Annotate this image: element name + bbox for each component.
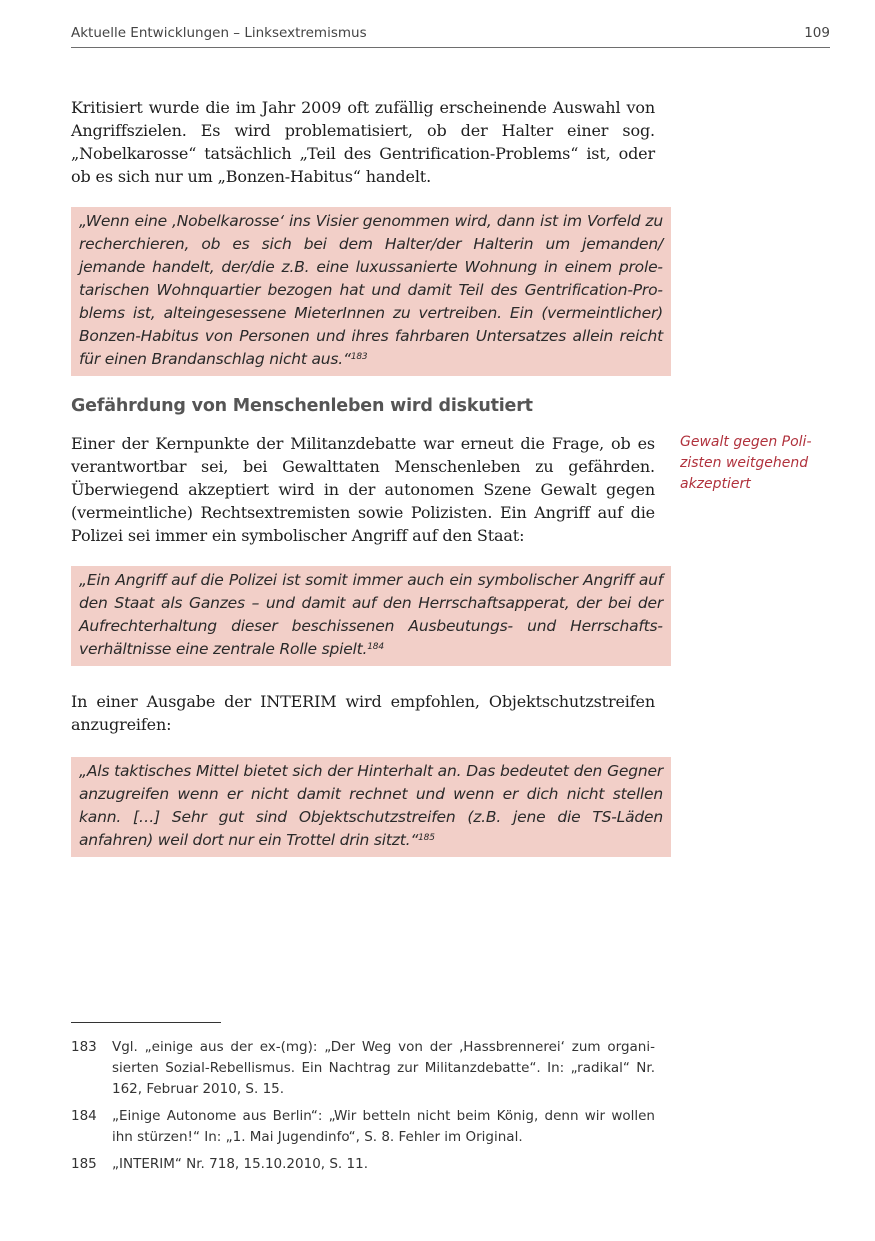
running-title: Aktuelle Entwicklungen – Linksextremismus: [71, 25, 367, 41]
footnote-text: „Einige Autonome aus Berlin“: „Wir betteln nicht beim König, denn wir wollen ihn stürzen!“ In: „1. Mai Jugendinfo“, S. 8. Fehler im Original.: [112, 1108, 655, 1145]
footnote-185: [71, 1154, 655, 1175]
margin-note: Gewalt gegen Polizisten weitgehend akzeptiert: [680, 434, 812, 492]
footnote-183: [71, 1037, 655, 1100]
footnotes: [71, 1037, 655, 1181]
footnote-number: 185: [71, 1156, 97, 1172]
quote-block-1: [71, 207, 671, 376]
quote-1-text: „Wenn eine ‚Nobelkarosse‘ ins Visier genommen wird, dann ist im Vorfeld zu recherchieren, ob es sich bei dem Halter/der Halterin um jemanden/ jemande handelt, der/die z.B. eine luxussanierte Wohnung in einem proletarischen Wohnquartier bezogen hat und damit Teil des Gentrification-Problems ist, alteingesessene MieterInnen zu vertreiben. Ein (vermeintlicher) Bonzen-Habitus von Personen und ihres fahrbaren Untersatzes allein reicht für einen Brandanschlag nicht aus.“: [79, 212, 663, 368]
section-heading: Gefährdung von Menschenleben wird diskutiert: [71, 396, 533, 416]
quote-2-text: „Ein Angriff auf die Polizei ist somit immer auch ein symbolischer Angriff auf den Staat als Ganzes – und damit auf den Herrschaftsapperat, der bei der Aufrechterhaltung dieser beschissenen Ausbeutungs- und Herrschaftsverhältnisse eine zentrale Rolle spielt.: [79, 571, 663, 658]
footnote-text: „INTERIM“ Nr. 718, 15.10.2010, S. 11.: [112, 1156, 368, 1172]
quote-block-2: [71, 566, 671, 666]
paragraph-2: Einer der Kernpunkte der Militanzdebatte war erneut die Frage, ob es verantwortbar sei, bei Gewalttaten Menschenleben zu gefährden. Überwiegend akzeptiert wird in der autonomen Szene Gewalt gegen (vermeintliche) Rechtsextremisten sowie Polizisten. Ein Angriff auf die Polizei sei immer ein symbolischer Angriff auf den Staat:: [71, 434, 655, 545]
page-number: 109: [804, 25, 830, 41]
paragraph-3: In einer Ausgabe der INTERIM wird empfohlen, Objektschutzstreifen anzugreifen:: [71, 692, 655, 734]
footnote-ref-184: 184: [367, 642, 384, 652]
paragraph-1: Kritisiert wurde die im Jahr 2009 oft zufällig erscheinende Auswahl von Angriffszielen. Es wird problematisiert, ob der Halter einer sog. „Nobelkarosse“ tatsächlich „Teil des Gentrification-Problems“ ist, oder ob es sich nur um „Bonzen-Habitus“ handelt.: [71, 98, 655, 186]
footnote-ref-183: 183: [350, 352, 368, 362]
footnote-number: 184: [71, 1108, 97, 1124]
quote-block-3: [71, 757, 671, 857]
quote-3-text: „Als taktisches Mittel bietet sich der Hinterhalt an. Das bedeutet den Gegner anzugreifen wenn er nicht damit rechnet und wenn er dich nicht stellen kann. […] Sehr gut sind Objektschutzstreifen (z.B. jene die TS-Läden anfahren) weil dort nur ein Trottel drin sitzt.“: [79, 762, 663, 849]
footnote-text: Vgl. „einige aus der ex-(mg): „Der Weg von der ‚Hassbrennerei‘ zum organisierten Sozial-Rebellismus. Ein Nachtrag zur Militanzdebatte“. In: „radikal“ Nr. 162, Februar 2010, S. 15.: [112, 1039, 655, 1097]
footnote-184: [71, 1106, 655, 1148]
footnote-ref-185: 185: [418, 833, 435, 843]
running-header: [71, 23, 830, 48]
footnote-number: 183: [71, 1039, 97, 1055]
footnote-rule: [71, 1022, 221, 1023]
